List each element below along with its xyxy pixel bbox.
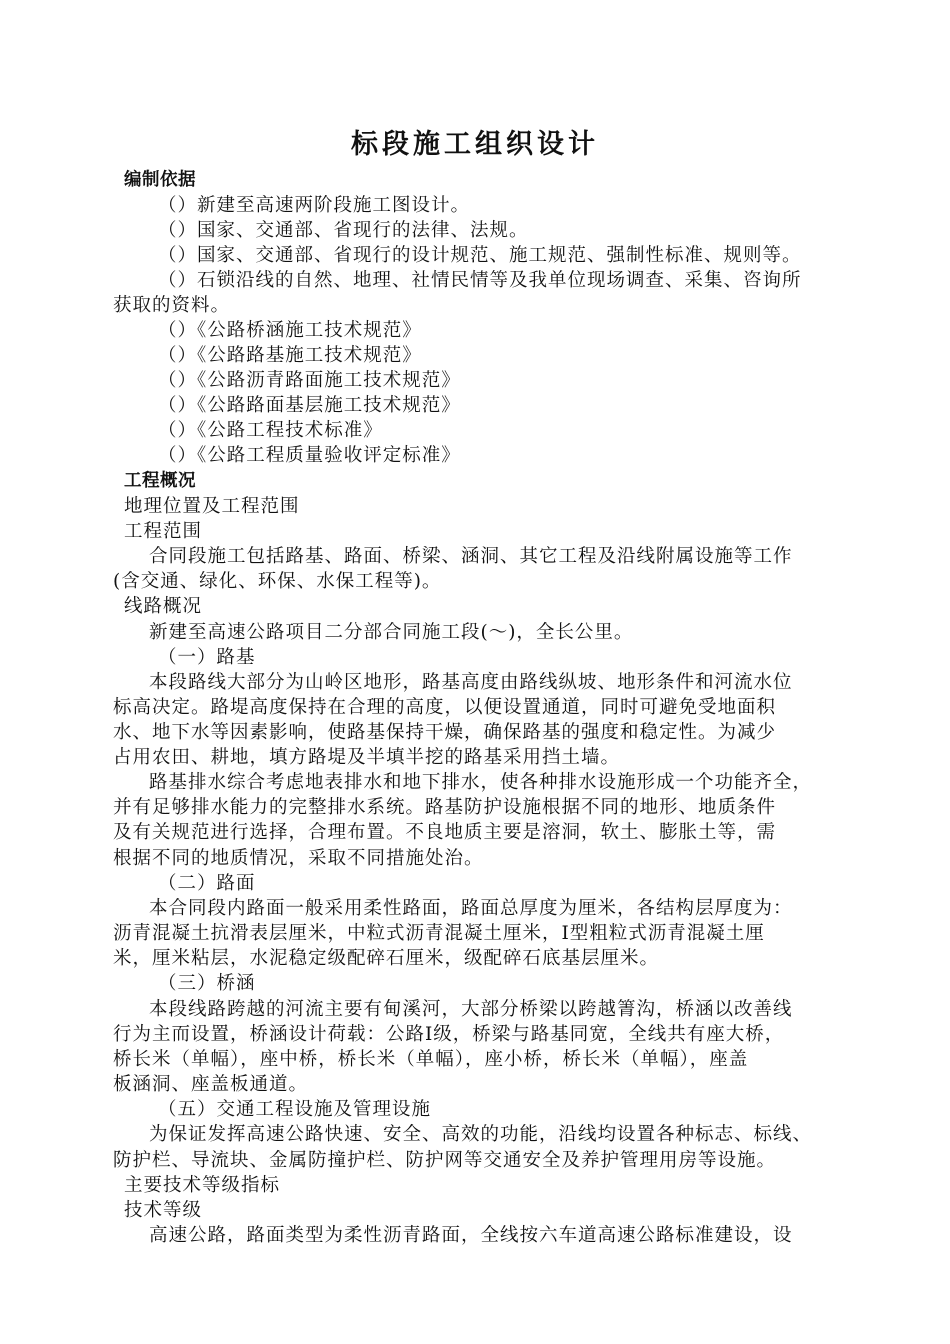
text-line: 获取的资料。 <box>113 295 231 316</box>
text-line: 合同段施工包括路基、路面、桥梁、涵洞、其它工程及沿线附属设施等工作 <box>149 546 793 567</box>
text-line: （）石锁沿线的自然、地理、社情民情等及我单位现场调查、采集、咨询所 <box>158 270 802 291</box>
text-line: （）国家、交通部、省现行的设计规范、施工规范、强制性标准、规则等。 <box>158 245 802 266</box>
text-line: （）新建至高速两阶段施工图设计。 <box>158 195 471 216</box>
text-line: 并有足够排水能力的完整排水系统。路基防护设施根据不同的地形、地质条件 <box>113 797 777 818</box>
text-line: （）《公路路基施工技术规范》 <box>158 345 422 366</box>
text-line: 沥青混凝土抗滑表层厘米，中粒式沥青混凝土厘米，Ⅰ型粗粒式沥青混凝土厘 <box>113 923 765 944</box>
subsection-heading: 工程范围 <box>124 521 203 542</box>
text-line: （一）路基 <box>158 647 256 668</box>
text-line: (含交通、绿化、环保、水保工程等)。 <box>113 571 442 592</box>
subsection-heading: 线路概况 <box>124 596 203 617</box>
text-line: （二）路面 <box>158 873 256 894</box>
text-line: （）国家、交通部、省现行的法律、法规。 <box>158 220 529 241</box>
subsection-heading: 地理位置及工程范围 <box>124 496 300 517</box>
section-heading: 工程概况 <box>124 471 196 491</box>
text-line: （）《公路工程质量验收评定标准》 <box>158 445 461 466</box>
text-line: （五）交通工程设施及管理设施 <box>158 1099 432 1120</box>
text-line: 本段线路跨越的河流主要有甸溪河，大部分桥梁以跨越箐沟，桥涵以改善线 <box>149 999 793 1020</box>
text-line: 新建至高速公路项目二分部合同施工段(～)，全长公里。 <box>149 622 634 643</box>
text-line: 占用农田、耕地，填方路堤及半填半挖的路基采用挡土墙。 <box>113 747 621 768</box>
text-line: 路基排水综合考虑地表排水和地下排水，使各种排水设施形成一个功能齐全， <box>149 772 813 793</box>
section-heading: 编制依据 <box>124 170 196 190</box>
document-title: 标段施工组织设计 <box>351 129 599 160</box>
text-line: 行为主而设置，桥涵设计荷载：公路Ⅰ级，桥梁与路基同宽，全线共有座大桥， <box>113 1024 785 1045</box>
text-line: 为保证发挥高速公路快速、安全、高效的功能，沿线均设置各种标志、标线、 <box>149 1124 813 1145</box>
text-line: 米，厘米粘层，水泥稳定级配碎石厘米，级配碎石底基层厘米。 <box>113 948 660 969</box>
text-line: （）《公路路面基层施工技术规范》 <box>158 395 461 416</box>
text-line: 标高决定。路堤高度保持在合理的高度，以便设置通道，同时可避免受地面积 <box>113 697 777 718</box>
text-line: 桥长米（单幅），座中桥，桥长米（单幅），座小桥，桥长米（单幅），座盖 <box>113 1049 749 1070</box>
text-line: （）《公路工程技术标准》 <box>158 420 383 441</box>
text-line: 防护栏、导流块、金属防撞护栏、防护网等交通安全及养护管理用房等设施。 <box>113 1150 777 1171</box>
text-line: （）《公路桥涵施工技术规范》 <box>158 320 422 341</box>
text-line: （三）桥涵 <box>158 973 256 994</box>
subsection-heading: 主要技术等级指标 <box>124 1175 281 1196</box>
text-line: 板涵洞、座盖板通道。 <box>113 1074 309 1095</box>
text-line: （）《公路沥青路面施工技术规范》 <box>158 370 461 391</box>
text-line: 本合同段内路面一般采用柔性路面，路面总厚度为厘米，各结构层厚度为： <box>149 898 793 919</box>
subsection-heading: 技术等级 <box>124 1200 203 1221</box>
text-line: 本段路线大部分为山岭区地形，路基高度由路线纵坡、地形条件和河流水位 <box>149 672 793 693</box>
text-line: 水、地下水等因素影响，使路基保持干燥，确保路基的强度和稳定性。为减少 <box>113 722 777 743</box>
text-line: 及有关规范进行选择，合理布置。不良地质主要是溶洞，软土、膨胀土等，需 <box>113 822 777 843</box>
text-line: 根据不同的地质情况，采取不同措施处治。 <box>113 848 484 869</box>
text-line: 高速公路，路面类型为柔性沥青路面，全线按六车道高速公路标准建设，设 <box>149 1225 793 1246</box>
